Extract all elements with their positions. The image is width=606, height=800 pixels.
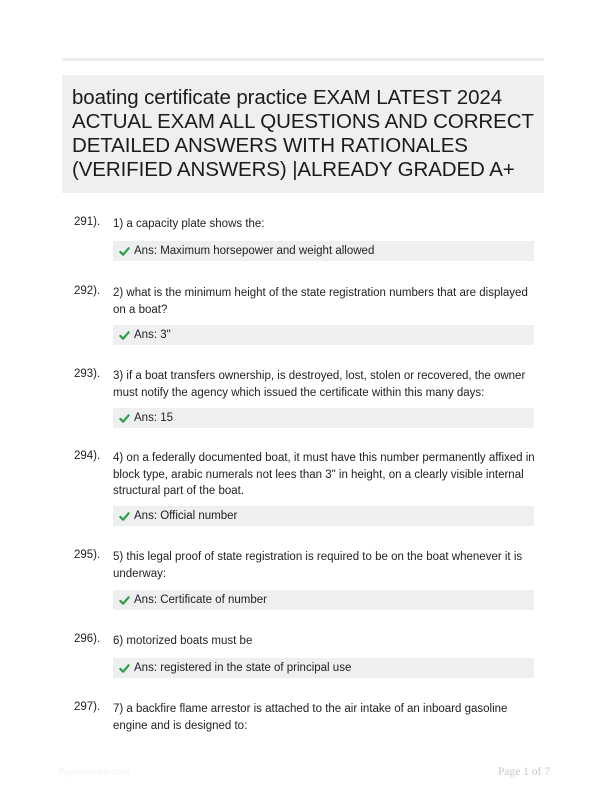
answer-text: Ans: registered in the state of principal use: [134, 662, 352, 674]
question-text: 7) a backfire flame arrestor is attached to the air intake of an inboard gasoline engine and is designed to:: [113, 703, 508, 732]
answer-text: Ans: Maximum horsepower and weight allowed: [134, 245, 375, 257]
document-title: boating certificate practice EXAM LATEST 2024 ACTUAL EXAM ALL QUESTIONS AND CORRECT DETAILED ANSWERS WITH RATIONALES (VERIFIED ANSWERS) |ALREADY GRADED A+: [72, 86, 534, 181]
question-text: 2) what is the minimum height of the state registration numbers that are displayed on a boat?: [113, 287, 528, 316]
question-text: 4) on a federally documented boat, it must have this number permanently affixed in block type, arabic numerals not lees than 3" in height, on a clearly visible internal structural part of the boat.: [113, 452, 535, 497]
question-number: 291).: [74, 216, 101, 228]
answer-box: [113, 506, 534, 526]
page-indicator: Page 1 of 7: [497, 766, 550, 778]
answer-text: Ans: Certificate of number: [134, 594, 267, 606]
question-number: 292).: [74, 285, 101, 297]
check-icon: [119, 595, 130, 606]
question-number: 297).: [74, 701, 101, 713]
answer-box: [113, 408, 534, 428]
answer-text: Ans: 15: [134, 412, 173, 424]
check-icon: [119, 413, 130, 424]
question-number: 295).: [74, 549, 101, 561]
question-number: 296).: [74, 633, 101, 645]
question-text: 5) this legal proof of state registration is required to be on the boat whenever it is underway:: [113, 551, 523, 580]
question-text: 1) a capacity plate shows the:: [113, 218, 265, 230]
footer-watermark: Paperstudio.com: [58, 767, 130, 778]
question-text: 6) motorized boats must be: [113, 635, 253, 647]
title-panel: [62, 75, 544, 193]
answer-text: Ans: Official number: [134, 510, 238, 522]
answer-box: [113, 590, 534, 610]
question-number: 294).: [74, 450, 101, 462]
question-text: 3) if a boat transfers ownership, is destroyed, lost, stolen or recovered, the owner must notify the agency which issued the certificate within this many days:: [113, 370, 526, 399]
answer-box: [113, 241, 534, 261]
answer-box: [113, 325, 534, 345]
answer-box: [113, 658, 534, 678]
check-icon: [119, 330, 130, 341]
question-number: 293).: [74, 368, 101, 380]
top-divider: [62, 58, 544, 61]
answer-text: Ans: 3": [134, 329, 171, 341]
check-icon: [119, 663, 130, 674]
check-icon: [119, 511, 130, 522]
check-icon: [119, 246, 130, 257]
